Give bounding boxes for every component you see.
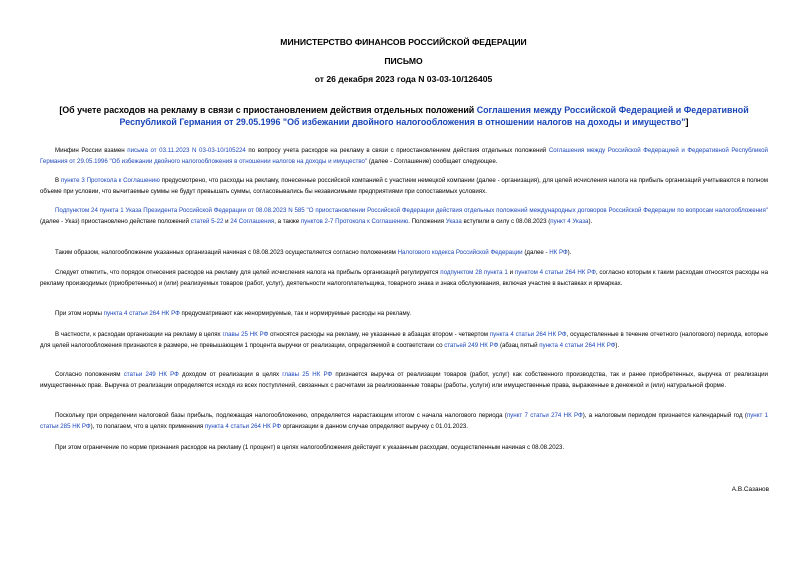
p9-text-a: Поскольку при определении налоговой базы прибыль, подлежащая налогообложению, определяется нарастающим итогом с начала налогового периода ( — [55, 412, 507, 419]
p3-text-l: ). — [588, 217, 593, 225]
p8-chapter25-link[interactable]: главы 25 НК РФ — [282, 371, 333, 378]
p10-text-a: При этом ограничение по норме признания расходов на рекламу (1 процент) в целях налогообложения действует к указанным расходам, осуществленным начиная с 08.08.2023. — [55, 444, 565, 451]
paragraph-9 — [40, 411, 768, 432]
p9-text-e: ), то полагаем, что в целях применения — [90, 422, 205, 430]
p7-article264-second-link[interactable]: пункта 4 статьи 264 НК РФ — [539, 341, 616, 349]
ministry-heading: МИНИСТЕРСТВО ФИНАНСОВ РОССИЙСКОЙ ФЕДЕРАЦИИ — [280, 37, 527, 47]
p5-article264-link[interactable]: пунктом 4 статьи 264 НК РФ — [514, 269, 596, 276]
signature: А.В.Сазанов — [731, 486, 769, 493]
p7-text-c: относятся расходы на рекламу, не указанные в абзацах втором - четвертом — [268, 331, 490, 338]
p7-article249-link[interactable]: статьей 249 НК РФ — [444, 341, 499, 349]
p8-text-c: доходом от реализации в целях — [178, 371, 283, 378]
p3-text-h: . Положения — [408, 217, 446, 225]
title-text-end: ] — [685, 117, 689, 127]
paragraph-5 — [40, 268, 768, 289]
p1-agreement-link[interactable]: Соглашения между Российской Федерацией и Федеративной Республикой Германия от 29.05.1996 "Об избежании двойного налогообложения в отношении налогов на доходы и имущество" — [40, 147, 768, 165]
p5-text-e: , согласно которым к таким расходам относятся расходы на рекламу производимых (приобретенных) и (или) реализуемых товаров (работ, услуг), деятельности налогоплательщика, товарного знака и знака обслуживания, включая участие в выставках и ярмарках. — [40, 269, 768, 287]
p7-text-a: В частности, к расходам организации на рекламу в целях — [55, 331, 223, 338]
document-date-heading: от 26 декабря 2023 года N 03-03-10/126405 — [314, 74, 493, 84]
p4-text-c: (далее - — [522, 249, 550, 256]
p7-text-g: (абзац пятый — [498, 341, 540, 349]
p3-text-d: и — [223, 217, 231, 225]
p3-protocol-points-link[interactable]: пунктов 2-7 Протокола к Соглашению — [300, 217, 409, 225]
p6-text-a: При этом нормы — [55, 310, 104, 317]
p8-text-e: признается выручка от реализации товаров (работ, услуг) как собственного производства, так и ранее приобретенных, выручка от реализации имущественных прав. Выручка от реализации определяется исходя из всех поступлений, связанных с расчетами за реализованные товары (работы, услуги) или имущественные права, выраженные в денежной и (или) натуральной форме. — [40, 371, 768, 389]
p2-text-c: предусмотрено, что расходы на рекламу, понесенные российской компанией с участием немецкой компании (далее - организация), для целей исчисления налога на прибыль организаций учитываются в полном объеме при условии, что вычитаемые суммы не будут превышать суммы, согласовывались бы независимыми предприятиями при сопоставимых условиях. — [40, 177, 768, 195]
paragraph-8 — [40, 370, 768, 391]
paragraph-6 — [40, 309, 768, 320]
p2-protocol-link[interactable]: пункте 3 Протокола к Соглашению — [60, 177, 160, 184]
p1-text-c: по вопросу учета расходов на рекламу в связи с приостановлением действия отдельных положений — [245, 147, 549, 154]
p5-text-c: и — [507, 269, 515, 276]
paragraph-1 — [40, 146, 768, 167]
p7-text-i: ). — [615, 341, 620, 349]
p8-article249-link[interactable]: статьи 249 НК РФ — [123, 371, 179, 378]
p3-article24-link[interactable]: 24 Соглашения — [230, 217, 275, 225]
p4-text-e: ). — [567, 249, 572, 256]
p3-decree-point4-link[interactable]: пункт 4 Указа — [550, 217, 589, 225]
p9-text-c: ), а налоговым периодом признается календарный год ( — [582, 412, 747, 419]
p4-tax-code-link[interactable]: Налогового кодекса Российской Федерации — [397, 249, 523, 256]
p3-decree-short-link[interactable]: Указа — [445, 217, 462, 225]
title-text-start: [Об учете расходов на рекламу в связи с приостановлением действия отдельных положений — [59, 105, 477, 115]
p1-text-a: Минфин России взамен — [55, 147, 128, 154]
p7-article264-link[interactable]: пункта 4 статьи 264 НК РФ — [489, 331, 567, 338]
p1-text-e: (далее - Соглашение) сообщает следующее. — [367, 157, 498, 165]
p9-article285-link[interactable]: пункт 1 статьи 285 НК РФ — [40, 412, 768, 430]
document-title — [44, 104, 764, 128]
paragraph-7 — [40, 330, 768, 351]
p9-article264-link[interactable]: пункта 4 статьи 264 НК РФ — [204, 422, 282, 430]
p9-text-g: организации в данном случае определяют выручку с 01.01.2023. — [281, 422, 469, 430]
p9-article274-link[interactable]: пункт 7 статьи 274 НК РФ — [506, 412, 583, 419]
p6-text-c: предусматривают как ненормируемые, так и нормируемые расходы на рекламу. — [179, 310, 411, 317]
p7-chapter25-link[interactable]: главы 25 НК РФ — [222, 331, 269, 338]
p7-text-e: , осуществленные в течение отчетного (налогового) периода, которые для целей налогообложения признаются в размере, не превышающем 1 процента выручки от реализации, определяемой в соответствии со — [40, 331, 769, 349]
p3-decree-link[interactable]: Подпунктом 24 пункта 1 Указа Президента Российской Федерации от 08.08.2023 N 585 "О приостановлении Российской Федерации действия отдельных положений международных договоров Российской Федерации по вопросам налогообложения" — [55, 207, 768, 214]
p3-text-b: (далее - Указ) приостановлено действие положений — [40, 217, 191, 225]
p4-nk-link[interactable]: НК РФ — [549, 249, 568, 256]
p5-subpoint-link[interactable]: подпунктом 28 пункта 1 — [440, 269, 508, 276]
p3-text-f: , а также — [274, 217, 301, 225]
p1-letter-link[interactable]: письма от 03.11.2023 N 03-03-10/105224 — [127, 147, 246, 154]
p3-articles-link[interactable]: статей 5-22 — [190, 217, 224, 225]
title-agreement-link[interactable]: Соглашения между Российской Федерацией и Федеративной Республикой Германия от 29.05.1996 "Об избежании двойного налогообложения в отношении налогов на доходы и имущество" — [119, 105, 749, 127]
document-type-heading: ПИСЬМО — [384, 56, 423, 66]
paragraph-2 — [40, 176, 768, 197]
paragraph-4 — [40, 248, 768, 259]
p8-text-a: Согласно положениям — [55, 371, 124, 378]
p4-text-a: Таким образом, налогообложение указанных организаций начиная с 08.08.2023 осуществляется согласно положениям — [55, 249, 398, 256]
p6-article264-link[interactable]: пункта 4 статьи 264 НК РФ — [103, 310, 180, 317]
p5-text-a: Следует отметить, что порядок отнесения расходов на рекламу для целей исчисления налога на прибыль организаций регулируется — [55, 269, 441, 276]
p2-text-a: В — [55, 177, 61, 184]
p3-text-j: вступили в силу с 08.08.2023 ( — [461, 217, 551, 225]
paragraph-3 — [40, 206, 768, 227]
paragraph-10 — [40, 443, 768, 454]
